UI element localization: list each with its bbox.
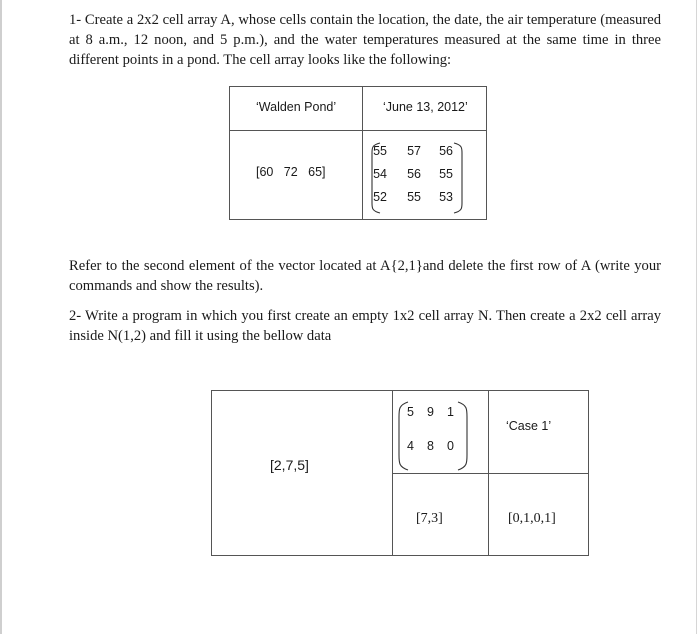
question-2-text: 2- Write a program in which you first create an empty 1x2 cell array N. Then create a 2x2 cell array inside N(1,2) and fill it using the bellow data (69, 308, 661, 344)
matrix-row-2 (371, 167, 453, 181)
matrix-row-3 (371, 190, 453, 204)
inner-matrix-row-2 (402, 439, 454, 453)
page-frame-right (696, 0, 697, 634)
cell-air-temperatures: [60 72 65] (256, 165, 326, 179)
water-temperature-matrix (370, 139, 466, 217)
table1-horizontal-divider (230, 130, 486, 131)
matrix-cell: 55 (439, 167, 453, 181)
table2-horizontal-divider (392, 473, 589, 474)
matrix-cell: 53 (439, 190, 453, 204)
matrix-cell: 1 (447, 405, 454, 419)
matrix-cell: 57 (407, 144, 421, 158)
cell-array-a-table (229, 86, 487, 220)
matrix-cell: 8 (427, 439, 434, 453)
matrix-cell: 55 (407, 190, 421, 204)
inner-matrix (396, 399, 470, 473)
matrix-cell: 4 (407, 439, 414, 453)
matrix-cell: 0 (447, 439, 454, 453)
matrix-cell: 56 (407, 167, 421, 181)
matrix-cell: 9 (427, 405, 434, 419)
matrix-cell: 56 (439, 144, 453, 158)
table1-vertical-divider (362, 87, 363, 219)
question-1-text: 1- Create a 2x2 cell array A, whose cells contain the location, the date, the air temperature (measured at 8 a.m., 12 noon, and 5 p.m.), and the water temperatures measured at the same time in three different points in a pond. The cell array looks like the following: (69, 12, 661, 68)
matrix-cell: 5 (407, 405, 414, 419)
cell-vector-0-1-0-1: [0,1,0,1] (508, 511, 556, 526)
cell-location: ‘Walden Pond’ (256, 100, 337, 114)
matrix-cell: 54 (373, 167, 387, 181)
cell-case-label: ‘Case 1’ (506, 419, 552, 433)
matrix-row-1 (371, 144, 453, 158)
inner-matrix-row-1 (402, 405, 454, 419)
refer-instruction-text: Refer to the second element of the vector located at A{2,1}and delete the first row of A (write your commands and show the results). (69, 258, 661, 294)
cell-date: ‘June 13, 2012’ (383, 100, 468, 114)
page-frame-left (0, 0, 2, 634)
cell-left-vector: [2,7,5] (270, 457, 309, 473)
matrix-cell: 52 (373, 190, 387, 204)
cell-vector-7-3: [7,3] (416, 511, 443, 526)
cell-array-n-table (211, 390, 589, 556)
matrix-cell: 55 (373, 144, 387, 158)
